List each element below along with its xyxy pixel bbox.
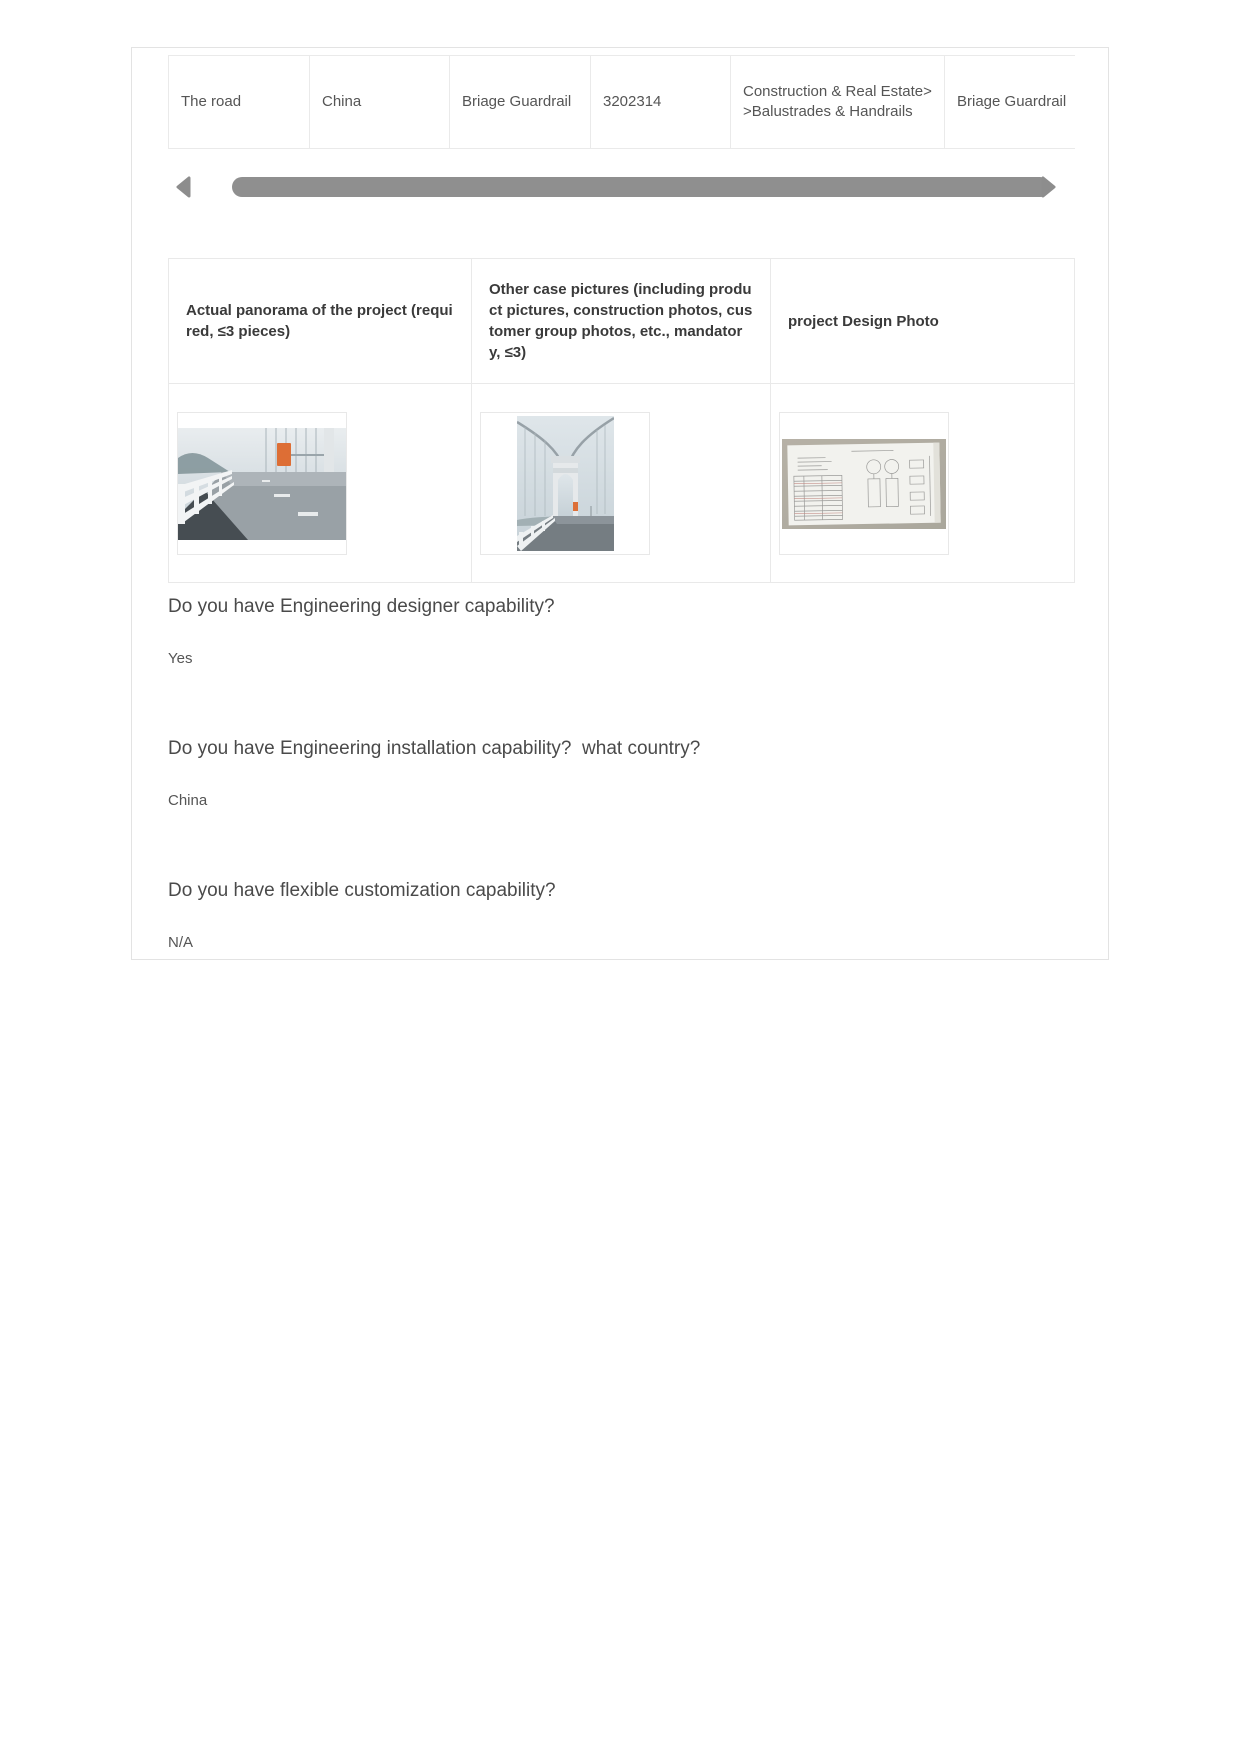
qa-block-designer-capability — [168, 595, 1048, 669]
panorama-photo-thumbnail[interactable] — [177, 412, 347, 555]
question-text: Do you have flexible customization capability? — [168, 880, 556, 901]
qa-block-installation-capability — [168, 737, 1048, 811]
detail-card — [131, 47, 1109, 960]
scroll-left-icon[interactable] — [176, 176, 191, 198]
image-cell-panorama — [169, 384, 472, 582]
question-text: Do you have Engineering installation capability? what country? — [168, 738, 701, 759]
table-row — [168, 55, 1075, 149]
header-cell-panorama: Actual panorama of the project (required, ≤3 pieces) — [169, 259, 472, 383]
table-cell-country: China — [310, 56, 450, 148]
design-drawing-photo — [782, 439, 946, 529]
scrollbar-thumb[interactable] — [232, 177, 1050, 197]
header-cell-design-photo: project Design Photo — [788, 312, 939, 330]
qa-block-customization-capability — [168, 879, 1048, 953]
bridge-tower-photo — [517, 416, 614, 551]
pictures-table-image-row — [169, 384, 1074, 582]
case-photo-thumbnail[interactable] — [480, 412, 650, 555]
answer-text: Yes — [168, 650, 193, 667]
scroll-right-icon[interactable] — [1041, 176, 1056, 198]
table-cell-category: Construction & Real Estate>>Balustrades & Handrails — [731, 56, 945, 148]
header-cell-other-cases: Other case pictures (including product pictures, construction photos, customer group photos, etc., mandatory, ≤3) — [472, 259, 771, 383]
answer-text: N/A — [168, 934, 194, 951]
scrollable-table-viewport[interactable] — [168, 55, 1075, 149]
bridge-road-photo — [178, 428, 346, 540]
image-cell-design-photo — [771, 384, 1074, 582]
table-cell-project-name: The road — [169, 56, 310, 148]
pictures-table-header-row — [169, 259, 1074, 384]
answer-text: China — [168, 792, 208, 809]
table-cell-product: Briage Guardrail — [450, 56, 591, 148]
pictures-table — [168, 258, 1075, 583]
question-text: Do you have Engineering designer capability? — [168, 596, 555, 617]
image-cell-other-cases — [472, 384, 771, 582]
table-cell-keyword: Briage Guardrail — [957, 93, 1067, 110]
horizontal-scrollbar[interactable] — [168, 175, 1075, 199]
design-photo-thumbnail[interactable] — [779, 412, 949, 555]
table-cell-number: 3202314 — [591, 56, 731, 148]
